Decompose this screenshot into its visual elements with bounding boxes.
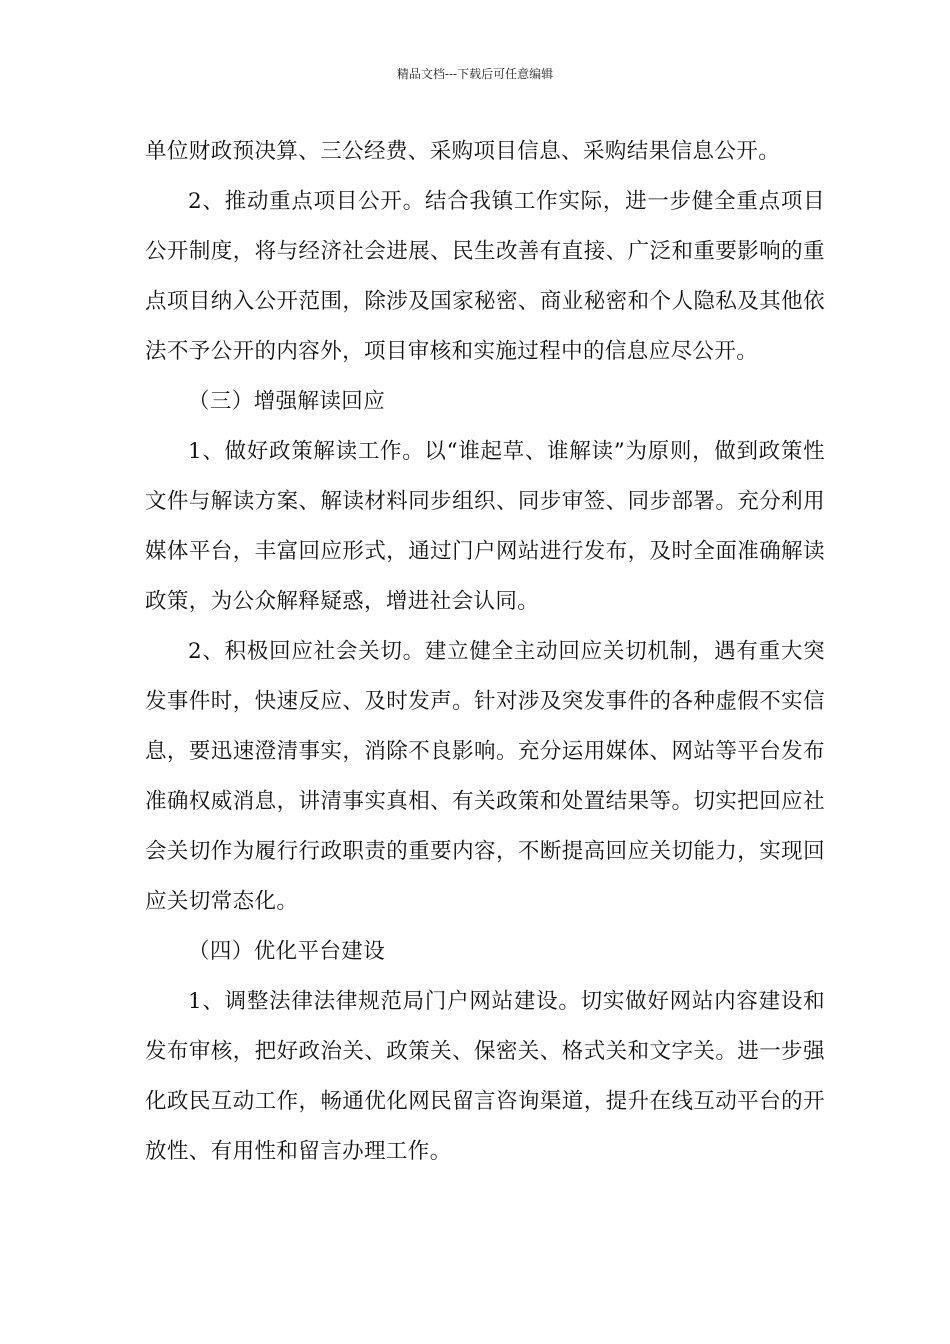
- paragraph-policy-interpretation: 1、做好政策解读工作。以“谁起草、谁解读”为原则，做到政策性文件与解读方案、解读材料同步组织、同步审签、同步部署。充分利用媒体平台，丰富回应形式，通过门户网站进行发布，及时全面准确解读政策，为公众解释疑惑，增进社会认同。: [145, 439, 825, 614]
- paragraph-continuation: 单位财政预决算、三公经费、采购项目信息、采购结果信息公开。: [145, 139, 781, 164]
- section-heading-interpretation: （三）增强解读回应: [188, 389, 386, 414]
- paragraph-website-construction: 1、调整法律法律规范局门户网站建设。切实做好网站内容建设和发布审核，把好政治关、政策关、保密关、格式关和文字关。进一步强化政民互动工作，畅通优化网民留言咨询渠道，提升在线互动平台的开放性、有用性和留言办理工作。: [145, 989, 825, 1164]
- document-body: [145, 127, 825, 1177]
- section-heading-platform: （四）优化平台建设: [188, 939, 386, 964]
- paragraph-key-projects-disclosure: 2、推动重点项目公开。结合我镇工作实际，进一步健全重点项目公开制度，将与经济社会进展、民生改善有直接、广泛和重要影响的重点项目纳入公开范围，除涉及国家秘密、商业秘密和个人隐私及其他依法不予公开的内容外，项目审核和实施过程中的信息应尽公开。: [145, 189, 825, 364]
- paragraph-social-concerns: 2、积极回应社会关切。建立健全主动回应关切机制，遇有重大突发事件时，快速反应、及时发声。针对涉及突发事件的各种虚假不实信息，要迅速澄清事实，消除不良影响。充分运用媒体、网站等平台发布准确权威消息，讲清事实真相、有关政策和处置结果等。切实把回应社会关切作为履行行政职责的重要内容，不断提高回应关切能力，实现回应关切常态化。: [145, 639, 825, 914]
- page-header: 精品文档---下载后可任意编辑: [396, 67, 554, 81]
